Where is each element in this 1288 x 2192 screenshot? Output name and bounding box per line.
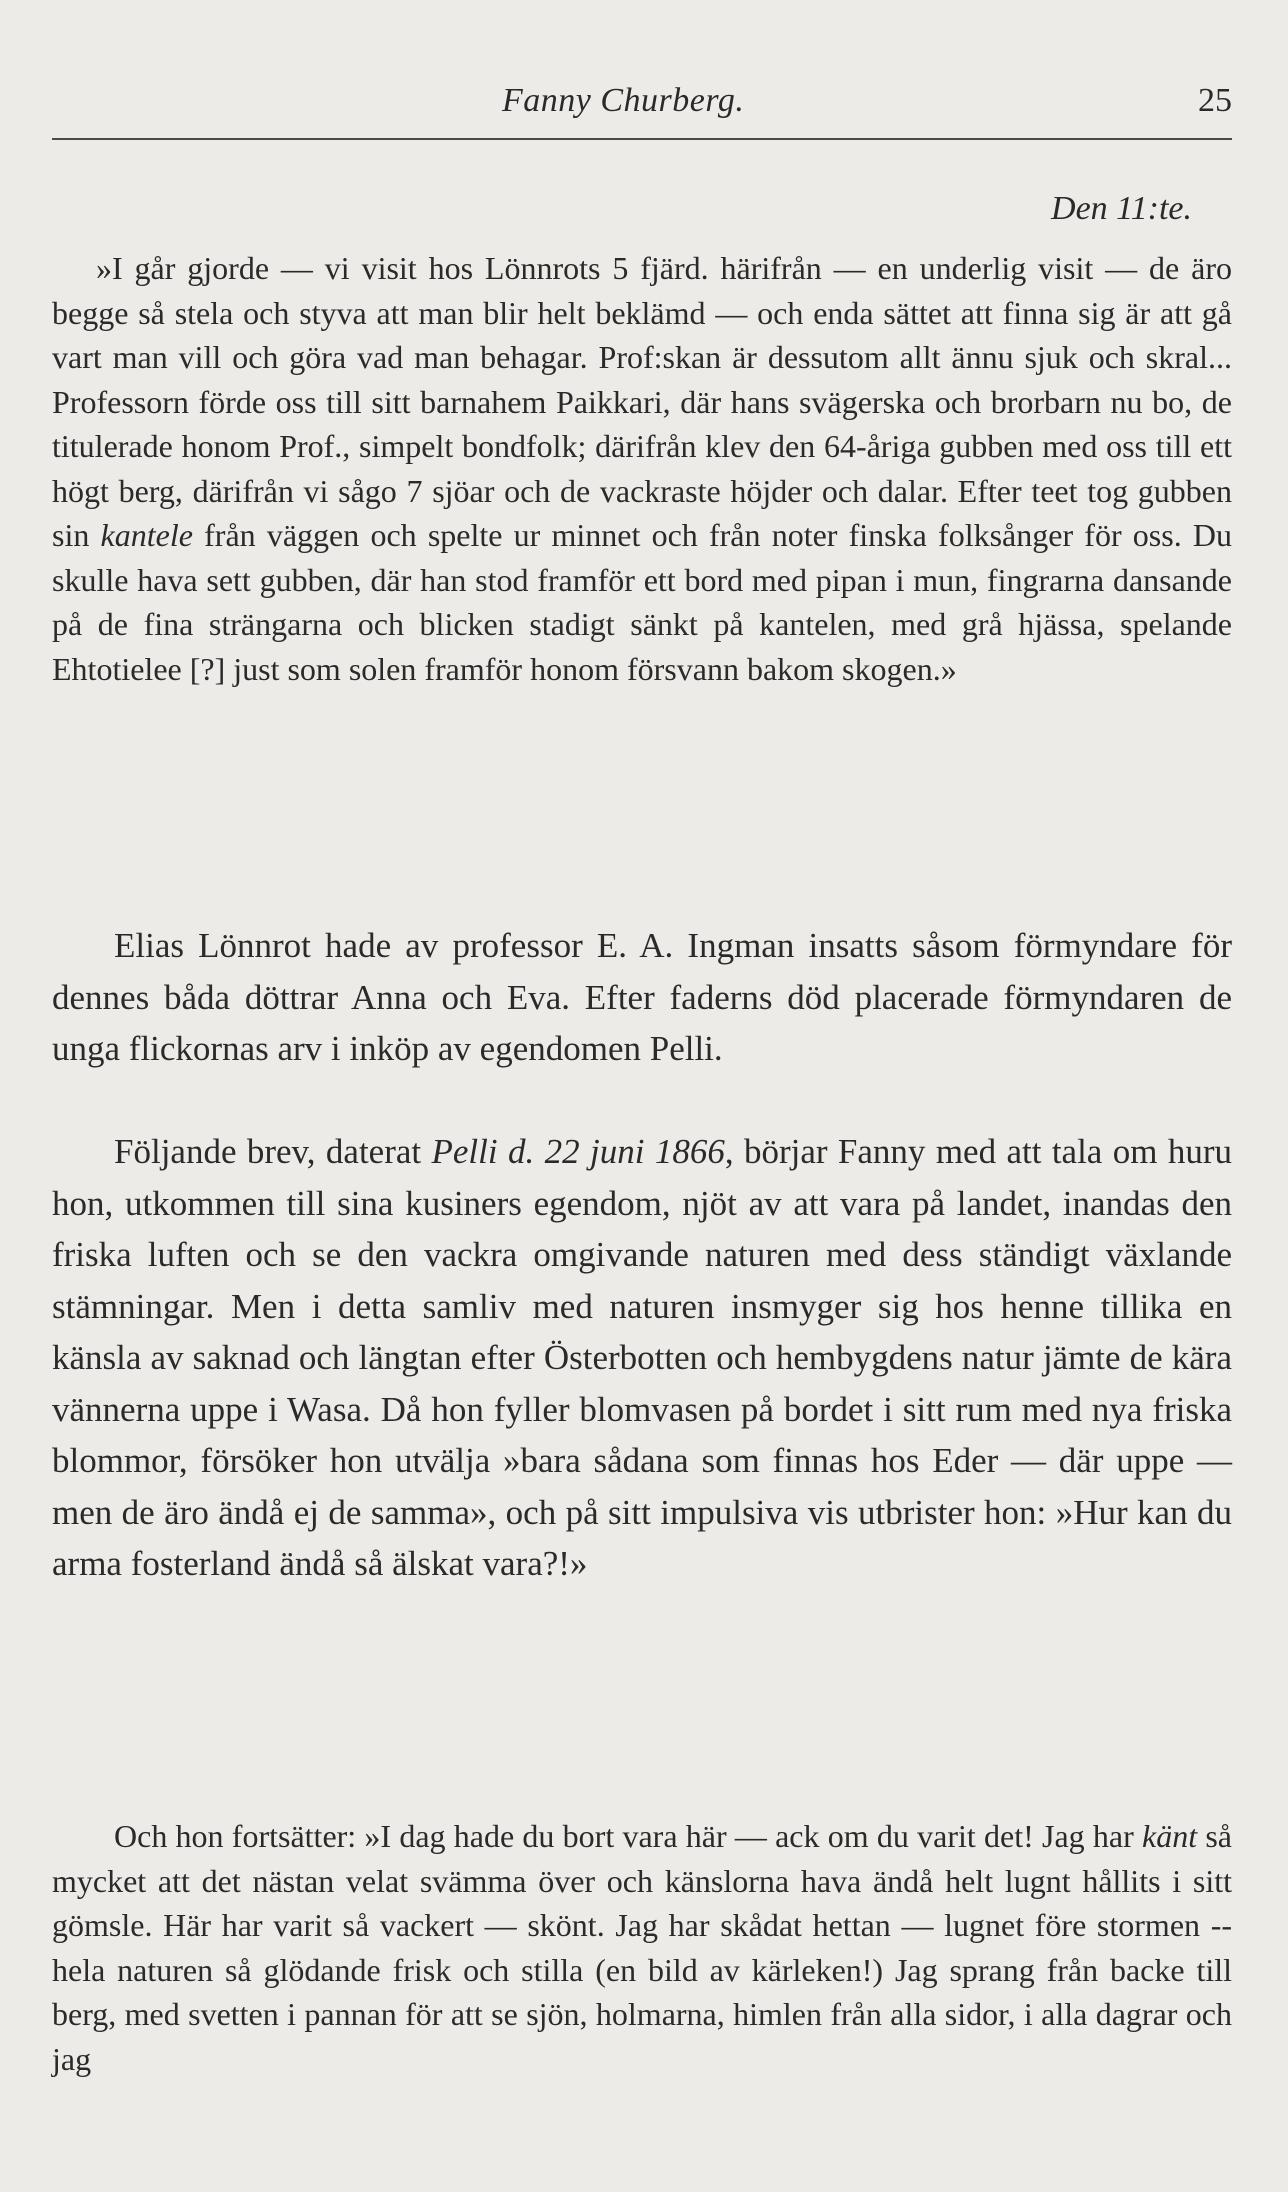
letter-quote-2-text-b: så mycket att det nästan velat svämma över och känslorna hava ändå helt lugnt hållits i sitt gömsle. Här har varit så vackert — skönt. Jag har skådat hettan — lugnet före stormen -- hela naturen så glödande frisk och stilla (en bild av kärleken!) Jag sprang från backe till berg, med svetten i pannan för att se sjön, holmarna, himlen från alla sidor, i alla dagrar och jag [52, 1818, 1233, 2077]
letter-quote-2-text-a: Och hon fortsätter: »I dag hade du bort vara här — ack om du varit det! Jag har [114, 1818, 1143, 1854]
page-number: 25 [1198, 82, 1232, 119]
body-paragraph-2-text-b: , börjar Fanny med att tala om huru hon, utkommen till sina kusiners egendom, njöt av att vara på landet, inandas den friska luften och se den vackra omgivande naturen med dess ständigt växlande stämningar. Men i detta samliv med naturen insmyger sig hos henne tillika en känsla av saknad och längtan efter Österbotten och hembygdens natur jämte de kära vännerna uppe i Wasa. Då hon fyller blomvasen på bordet i sitt rum med nya friska blommor, försöker hon utvälja »bara sådana som finnas hos Eder — där uppe — men de äro ändå ej de samma», och på sitt impulsiva vis utbrister hon: »Hur kan du arma fosterland ändå så älskat vara?!» [52, 1132, 1232, 1583]
running-head-title: Fanny Churberg. [502, 82, 745, 119]
letter-dateline: Den 11:te. [1051, 190, 1192, 227]
letter-quote-1 [52, 246, 1232, 691]
letter-quote-2-emphasis: känt [1142, 1818, 1198, 1854]
body-paragraph-2-text-a: Följande brev, daterat [114, 1132, 432, 1171]
body-paragraph-1: Elias Lönnrot hade av professor E. A. Ingman insatts såsom förmyndare för dennes båda döttrar Anna och Eva. Efter faderns död placerade förmyndaren de unga flickornas arv i inköp av egendomen Pelli. [52, 926, 1232, 1068]
letter-quote-1-text-a: »I går gjorde — vi visit hos Lönnrots 5 fjärd. härifrån — en underlig visit — de äro begge så stela och styva att man blir helt beklämd — och enda sättet att finna sig är att gå vart man vill och göra vad man behagar. Prof:skan är dessutom allt ännu sjuk och skral... Professorn förde oss till sitt barnahem Paikkari, där hans svägerska och brorbarn nu bo, de titulerade honom Prof., simpelt bondfolk; därifrån klev den 64-åriga gubben med oss till ett högt berg, därifrån vi sågo 7 sjöar och de vackraste höjder och dalar. Efter teet tog gubben sin [52, 250, 1232, 553]
running-head [52, 82, 1232, 132]
letter-quote-1-text-b: från väggen och spelte ur minnet och från noter finska folksånger för oss. Du skulle hava sett gubben, där han stod framför ett bord med pipan i mun, fingrarna dansande på de fina strängarna och blicken stadigt sänkt på kantelen, med grå hjässa, spelande Ehtotielee [?] just som solen framför honom försvann bakom skogen.» [52, 517, 1233, 687]
body-paragraph-2 [52, 1126, 1232, 1590]
letter-quote-2 [52, 1814, 1232, 2081]
header-rule [52, 138, 1232, 140]
body-paragraph-2-emphasis: Pelli d. 22 juni 1866 [431, 1132, 725, 1171]
letter-quote-1-emphasis: kantele [100, 517, 193, 553]
